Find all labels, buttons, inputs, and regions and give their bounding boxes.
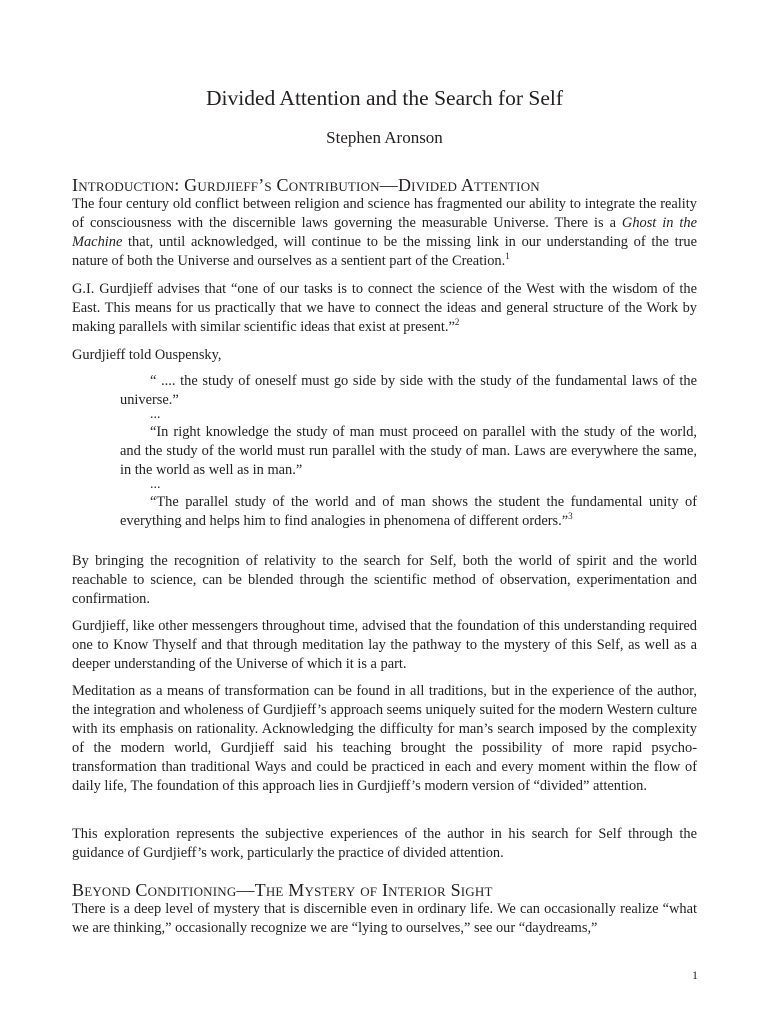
footnote-ref[interactable]: 3 (568, 511, 573, 522)
paragraph: Gurdjieff, like other messengers throughout time, advised that the foundation of this understanding required one to Know Thyself and that through meditation lay the pathway to the mystery of this Self, as well as a deeper understanding of the Universe of which it is a part. (72, 618, 697, 672)
ellipsis: ... (150, 407, 161, 422)
paragraph: Gurdjieff told Ouspensky, (72, 347, 222, 363)
paragraph-block (72, 346, 697, 365)
ellipsis: ... (150, 477, 161, 492)
paragraph: There is a deep level of mystery that is discernible even in ordinary life. We can occasionally realize “what we are thinking,” occasionally recognize we are “lying to ourselves,” see our “daydreams,” (72, 901, 697, 936)
page-number: 1 (692, 968, 698, 982)
section-heading: Introduction: Gurdjieff’s Contribution—Divided Attention (72, 175, 540, 195)
paragraph-block (72, 825, 697, 863)
document-title: Divided Attention and the Search for Self (205, 86, 564, 110)
section-beyond-conditioning (72, 880, 697, 938)
section-introduction (72, 175, 697, 271)
quote-paragraph: “ .... the study of oneself must go side by side with the study of the fundamental laws of the universe.” (120, 373, 697, 408)
paragraph-block (72, 617, 697, 674)
paragraph: Meditation as a means of transformation can be found in all traditions, but in the experience of the author, the integration and wholeness of Gurdjieff’s approach seems uniquely suited for the modern Western culture with its emphasis on rationality. Acknowledging the difficulty for man’s search imposed by the complexity of the modern world, Gurdjieff said his teaching brought the possibility of more rapid psycho-transformation than traditional Ways and could be practiced in each and every moment within the flow of daily life, The foundation of this approach lies in Gurdjieff’s modern version of “divided” attention. (72, 683, 697, 794)
author-name: Stephen Aronson (326, 128, 443, 147)
footnote-ref[interactable]: 1 (505, 251, 510, 262)
quote-paragraph: “In right knowledge the study of man must proceed on parallel with the study of the world, and the study of the world must run parallel with the study of man. Laws are everywhere the same, in the world as well as in man.” (120, 424, 697, 478)
paragraph: The four century old conflict between religion and science has fragmented our ability to integrate the reality of consciousness with the discernible laws governing the measurable Universe. There is a Ghost in the Machine that, until acknowledged, will continue to be the missing link in our understanding of the true nature of both the Universe and ourselves as a sentient part of the Creation.$^1$ (72, 196, 697, 269)
quote-paragraph: “The parallel study of the world and of man shows the student the fundamental unity of everything and helps him to find analogies in phenomena of different orders.”$^3$ (120, 494, 697, 529)
block-quote (120, 372, 697, 531)
paragraph-block (72, 682, 697, 796)
paragraph: This exploration represents the subjective experiences of the author in his search for Self through the guidance of Gurdjieff’s work, particularly the practice of divided attention. (72, 826, 697, 861)
paragraph: By bringing the recognition of relativity to the search for Self, both the world of spirit and the world reachable to science, can be blended through the scientific method of observation, experimentation and confirmation. (72, 553, 697, 607)
section-heading: Beyond Conditioning—The Mystery of Interior Sight (72, 880, 493, 900)
book-title: Ghost in the Machine (72, 215, 697, 250)
paragraph-block (72, 280, 697, 337)
footnote-ref[interactable]: 2 (454, 317, 460, 328)
paragraph: G.I. Gurdjieff advises that “one of our tasks is to connect the science of the West with the wisdom of the East. This means for us practically that we have to connect the ideas and general structure of the Work by making parallels with similar scientific ideas that exist at present.”$^2$ (72, 281, 697, 335)
paragraph-block (72, 552, 697, 609)
